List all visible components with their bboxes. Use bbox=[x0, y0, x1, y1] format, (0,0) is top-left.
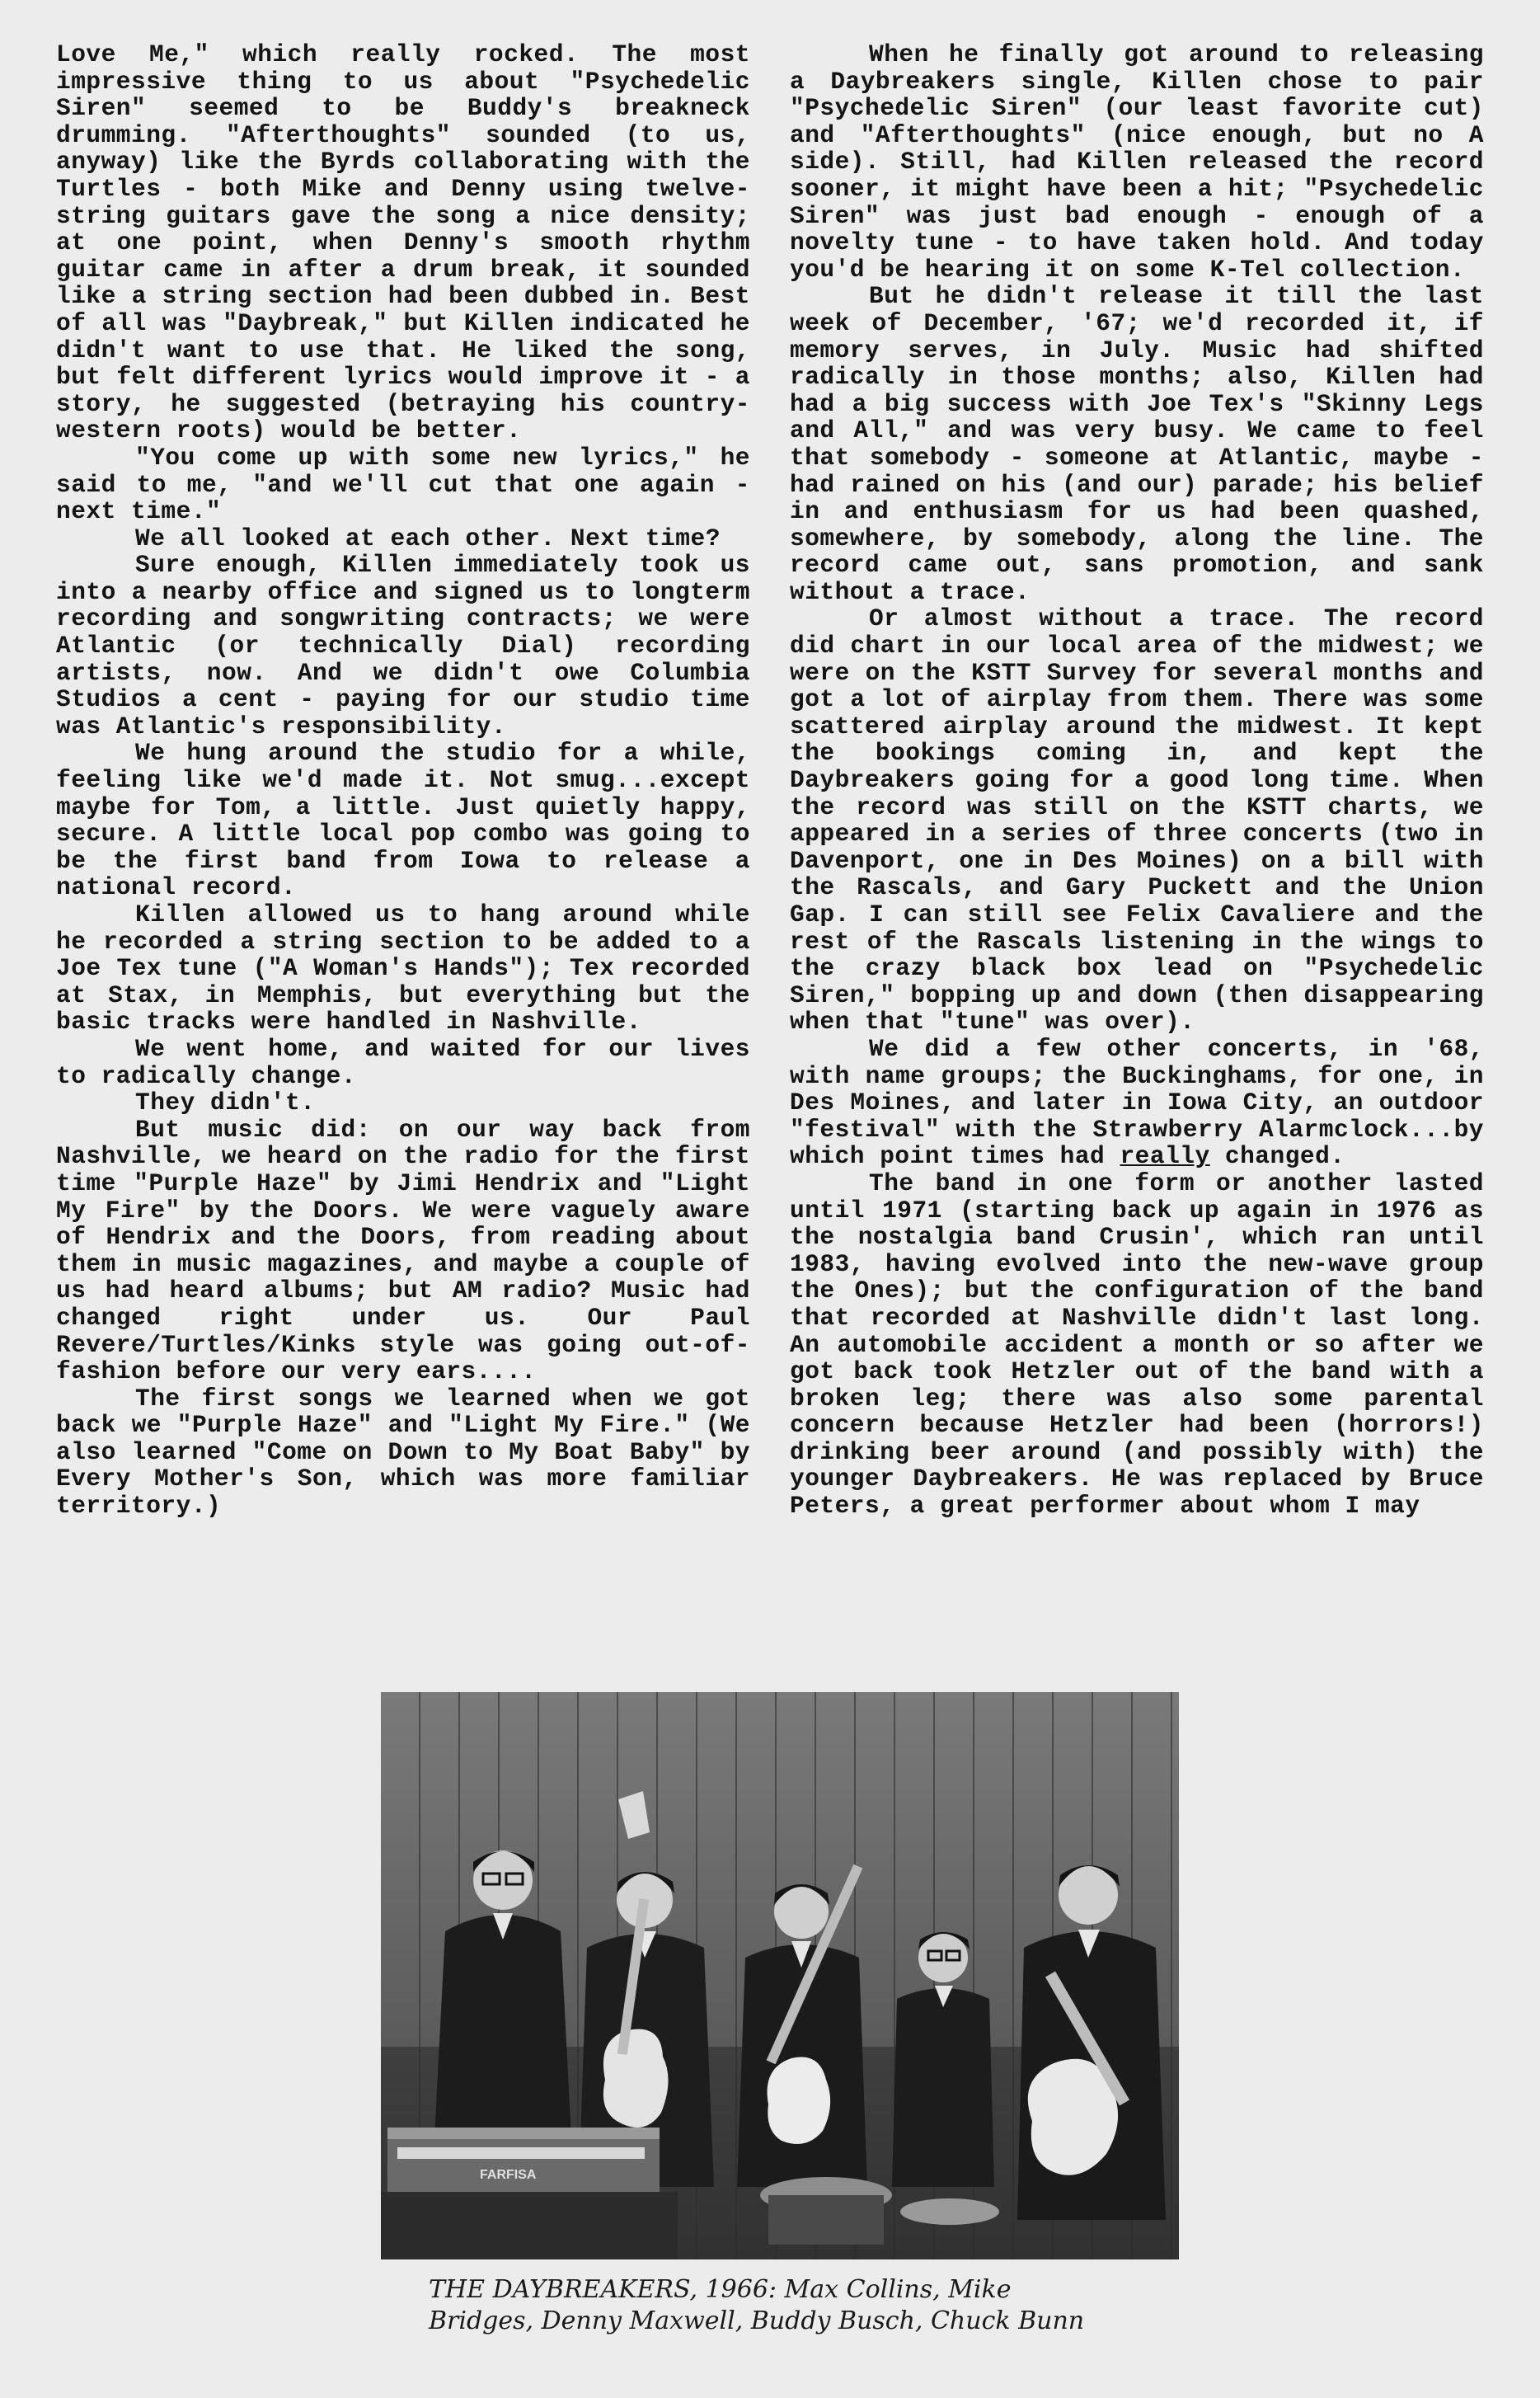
paragraph bbox=[790, 1036, 1484, 1170]
left-text-column bbox=[56, 41, 750, 1520]
paragraph: "You come up with some new lyrics," he said to me, "and we'll cut that one again - next time." bbox=[56, 443, 750, 526]
farfisa-organ bbox=[381, 2128, 678, 2259]
paragraph: Love Me," which really rocked. The most impressive thing to us about "Psychedelic Siren" seemed to be Buddy's breakneck drumming. "Afterthoughts" sounded (to us, anyway) like the Byrds collaborating with the Turtles - both Mike and Denny using twelve-string guitars gave the song a nice density; at one point, when Denny's smooth rhythm guitar came in after a drum break, it sounded like a string section had been dubbed in. Best of all was "Daybreak," but Killen indicated he didn't want to use that. He liked the song, but felt different lyrics would improve it - a story, he suggested (betraying his country-western roots) would be better. bbox=[56, 40, 750, 445]
band-photo bbox=[381, 1692, 1179, 2259]
paragraph-text: We did a few other concerts, in '68, with name groups; the Buckinghams, for one, in Des Moines, and later in Iowa City, an outdoor "festival" with the Strawberry Alarmclock...by which point times had bbox=[790, 1034, 1484, 1171]
paragraph: Killen allowed us to hang around while he recorded a string section to be added to a Joe Tex tune ("A Woman's Hands"); Tex recorded at Stax, in Memphis, but everything but the basic tracks were handled in Nashville. bbox=[56, 900, 750, 1037]
photo-caption bbox=[429, 2274, 1171, 2337]
paragraph: They didn't. bbox=[135, 1089, 316, 1117]
paragraph-text: changed. bbox=[1209, 1142, 1345, 1171]
paragraph: But he didn't release it till the last week of December, '67; we'd recorded it, if memory serves, in July. Music had shifted radically in those months; also, Killen had had a big success with Joe Tex's "Skinny Legs and All," and was very busy. We came to feel that somebody - someone at Atlantic, maybe - had rained on his (and our) parade; his belief in and enthusiasm for us had been quashed, somewhere, by somebody, along the line. The record came out, sans promotion, and sank without a trace. bbox=[790, 282, 1484, 606]
paragraph: But music did: on our way back from Nashville, we heard on the radio for the first time "Purple Haze" by Jimi Hendrix and "Light My Fire" by the Doors. We were vaguely aware of Hendrix and the Doors, from reading about them in music magazines, and maybe a couple of us had heard albums; but AM radio? Music had changed right under us. Our Paul Revere/Turtles/Kinks style was going out-of-fashion before our very ears.... bbox=[56, 1115, 750, 1386]
amp-brand-label: FARFISA bbox=[480, 2168, 537, 2182]
paragraph: The band in one form or another lasted until 1971 (starting back up again in 1976 as the nostalgia band Crusin', which ran until 1983, having evolved into the new-wave group the Ones); but the configuration of the band that recorded at Nashville didn't last long. An automobile accident a month or so after we got back took Hetzler out of the band with a broken leg; there was also some parental concern because Hetzler had been (horrors!) drinking beer around (and possibly with) the younger Daybreakers. He was replaced by Bruce Peters, a great performer about whom I may bbox=[790, 1168, 1484, 1521]
caption-line: Bridges, Denny Maxwell, Buddy Busch, Chuck Bunn bbox=[429, 2306, 1085, 2335]
paragraph: We all looked at each other. Next time? bbox=[135, 524, 721, 552]
caption-line: THE DAYBREAKERS, 1966: Max Collins, Mike bbox=[429, 2275, 1012, 2304]
paragraph: Or almost without a trace. The record did chart in our local area of the midwest; we were on the KSTT Survey for several months and got a lot of airplay from them. There was some scattered airplay around the midwest. It kept the bookings coming in, and kept the Daybreakers going for a good long time. When the record was still on the KSTT charts, we appeared in a series of three concerts (two in Davenport, one in Des Moines) on a bill with the Rascals, and Gary Puckett and the Union Gap. I can still see Felix Cavaliere and the rest of the Rascals listening in the wings to the crazy black box lead on "Psychedelic Siren," bopping up and down (then disappearing when that "tune" was over). bbox=[790, 604, 1484, 1037]
underlined-word: really bbox=[1120, 1142, 1210, 1171]
paragraph: We went home, and waited for our lives to radically change. bbox=[56, 1034, 750, 1090]
paragraph: When he finally got around to releasing a Daybreakers single, Killen chose to pair "Psychedelic Siren" (our least favorite cut) and "Afterthoughts" (nice enough, but no A side). Still, had Killen released the record sooner, it might have been a hit; "Psychedelic Siren" was just bad enough - enough of a novelty tune - to have taken hold. And today you'd be hearing it on some K-Tel collection. bbox=[790, 40, 1484, 284]
paragraph: Sure enough, Killen immediately took us into a nearby office and signed us to longterm recording and songwriting contracts; we were Atlantic (or technically Dial) recording artists, now. And we didn't owe Columbia Studios a cent - paying for our studio time was Atlantic's responsibility. bbox=[56, 551, 750, 741]
right-text-column bbox=[790, 41, 1484, 1520]
paragraph: The first songs we learned when we got back we "Purple Haze" and "Light My Fire." (We also learned "Come on Down to My Boat Baby" by Every Mother's Son, which was more familiar territory.) bbox=[56, 1384, 750, 1521]
paragraph: We hung around the studio for a while, feeling like we'd made it. Not smug...except maybe for Tom, a little. Just quietly happy, secure. A little local pop combo was going to be the first band from Iowa to release a national record. bbox=[56, 739, 750, 902]
